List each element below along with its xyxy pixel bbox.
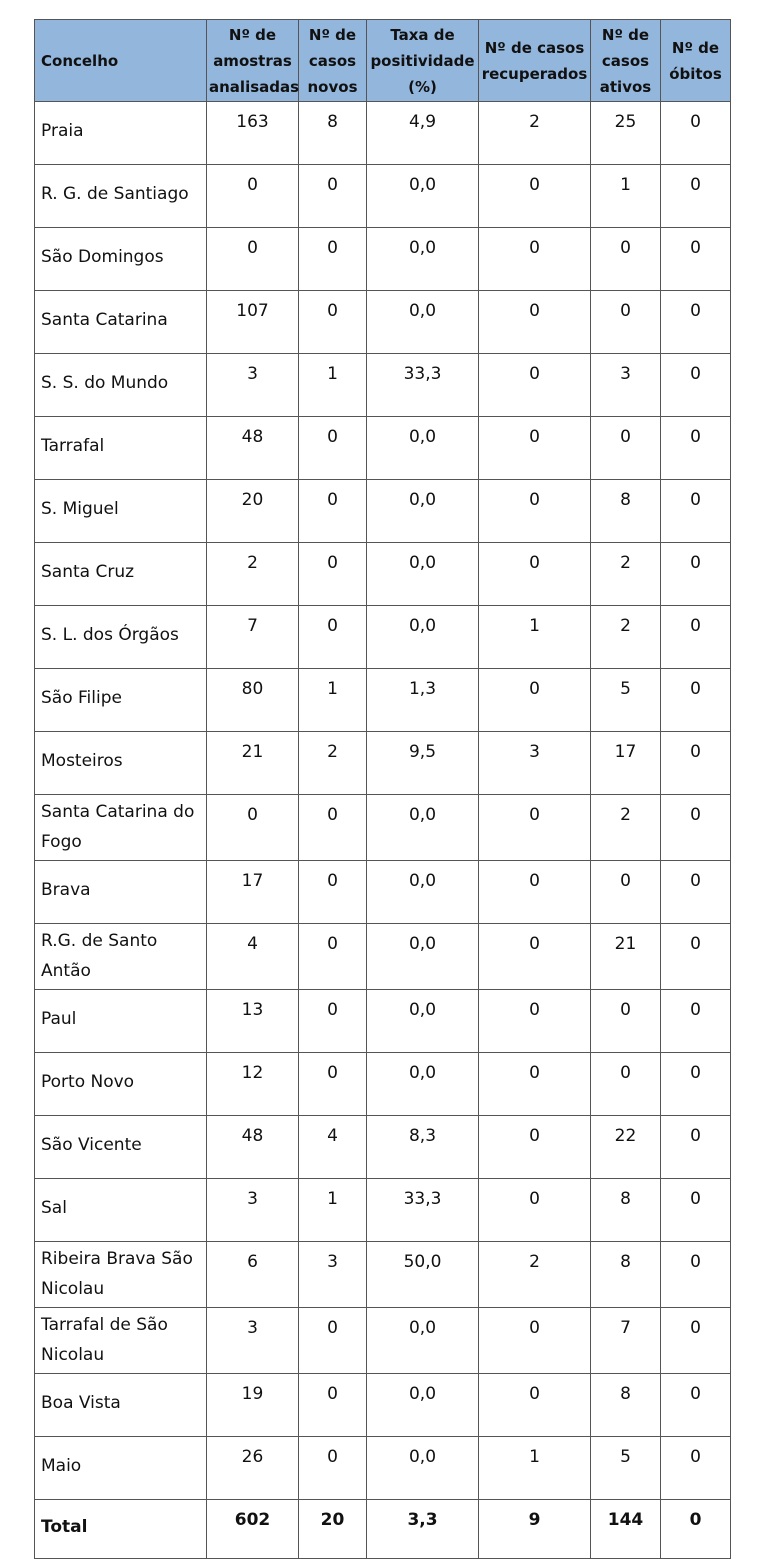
table-row [35, 606, 731, 669]
cell-value: 0 [299, 417, 367, 480]
table-row [35, 732, 731, 795]
cell-value: 7 [591, 1308, 661, 1374]
total-row [35, 1500, 731, 1559]
table-row [35, 861, 731, 924]
cell-value: 0 [479, 228, 591, 291]
cell-value: 48 [207, 417, 299, 480]
cell-concelho: Paul [35, 990, 207, 1053]
cell-concelho: Sal [35, 1179, 207, 1242]
cell-value: 0,0 [367, 165, 479, 228]
cell-value: 0 [661, 1179, 731, 1242]
cell-value: 8 [591, 1179, 661, 1242]
cell-value: 17 [207, 861, 299, 924]
cell-concelho: Maio [35, 1437, 207, 1500]
cell-concelho: S. S. do Mundo [35, 354, 207, 417]
cell-value: 6 [207, 1242, 299, 1308]
cell-value: 107 [207, 291, 299, 354]
cell-concelho: S. Miguel [35, 480, 207, 543]
cell-value: 0 [591, 417, 661, 480]
total-value: 602 [207, 1500, 299, 1559]
total-value: 9 [479, 1500, 591, 1559]
cell-value: 3 [207, 1179, 299, 1242]
total-value: 144 [591, 1500, 661, 1559]
cell-value: 4 [299, 1116, 367, 1179]
cell-value: 0 [299, 795, 367, 861]
cell-concelho: Praia [35, 102, 207, 165]
table-row [35, 291, 731, 354]
cell-value: 0 [207, 228, 299, 291]
cell-value: 0 [299, 990, 367, 1053]
cell-value: 0,0 [367, 795, 479, 861]
table-row [35, 1179, 731, 1242]
cell-value: 0 [661, 924, 731, 990]
cell-value: 2 [479, 1242, 591, 1308]
cell-value: 1 [591, 165, 661, 228]
table-row [35, 795, 731, 861]
table-row [35, 354, 731, 417]
cell-value: 19 [207, 1374, 299, 1437]
cell-value: 0,0 [367, 606, 479, 669]
cell-value: 0 [479, 795, 591, 861]
cell-value: 4,9 [367, 102, 479, 165]
table-row [35, 417, 731, 480]
header-casos-ativos: Nº de casos ativos [591, 20, 661, 102]
cell-value: 0 [661, 1308, 731, 1374]
cell-value: 0 [479, 165, 591, 228]
cell-value: 0 [661, 102, 731, 165]
cell-value: 0 [479, 543, 591, 606]
cell-value: 0 [479, 291, 591, 354]
cell-value: 0 [661, 1116, 731, 1179]
cell-value: 0 [661, 606, 731, 669]
cell-value: 0,0 [367, 228, 479, 291]
cell-value: 8 [591, 1374, 661, 1437]
table-row [35, 1116, 731, 1179]
cell-value: 0,0 [367, 543, 479, 606]
cell-value: 0 [207, 795, 299, 861]
cell-value: 17 [591, 732, 661, 795]
cell-concelho: São Domingos [35, 228, 207, 291]
cell-value: 2 [207, 543, 299, 606]
header-concelho: Concelho [35, 20, 207, 102]
header-amostras: Nº de amostras analisadas [207, 20, 299, 102]
table-row [35, 1374, 731, 1437]
header-casos-recuperados: Nº de casos recuperados [479, 20, 591, 102]
cell-value: 5 [591, 669, 661, 732]
header-obitos: Nº de óbitos [661, 20, 731, 102]
cell-value: 2 [591, 795, 661, 861]
cell-concelho: Brava [35, 861, 207, 924]
cell-value: 3 [479, 732, 591, 795]
cell-value: 21 [591, 924, 661, 990]
cell-value: 0 [479, 354, 591, 417]
cell-value: 0 [207, 165, 299, 228]
cell-value: 0 [591, 990, 661, 1053]
cell-value: 1 [299, 1179, 367, 1242]
cell-value: 0 [299, 924, 367, 990]
cell-value: 163 [207, 102, 299, 165]
cell-value: 0 [479, 417, 591, 480]
cell-value: 0 [299, 1437, 367, 1500]
cell-value: 0,0 [367, 291, 479, 354]
cell-value: 8 [299, 102, 367, 165]
cell-value: 0 [479, 1053, 591, 1116]
table-row [35, 165, 731, 228]
cell-value: 80 [207, 669, 299, 732]
cell-concelho: São Vicente [35, 1116, 207, 1179]
cell-value: 7 [207, 606, 299, 669]
cell-value: 2 [591, 543, 661, 606]
cell-concelho: R. G. de Santiago [35, 165, 207, 228]
cell-value: 0 [661, 543, 731, 606]
cell-concelho: São Filipe [35, 669, 207, 732]
cell-concelho: Tarrafal [35, 417, 207, 480]
cell-value: 0 [661, 1053, 731, 1116]
cell-value: 1 [479, 1437, 591, 1500]
cell-value: 13 [207, 990, 299, 1053]
cell-value: 0 [299, 861, 367, 924]
cell-value: 0 [299, 1308, 367, 1374]
cell-concelho: Santa Catarina [35, 291, 207, 354]
cell-concelho: Santa Catarina do Fogo [35, 795, 207, 861]
cell-value: 0 [591, 1053, 661, 1116]
covid-cases-table [34, 19, 731, 1559]
cell-value: 22 [591, 1116, 661, 1179]
cell-value: 0,0 [367, 417, 479, 480]
cell-value: 0,0 [367, 1308, 479, 1374]
cell-value: 0 [661, 1437, 731, 1500]
cell-concelho: Tarrafal de São Nicolau [35, 1308, 207, 1374]
cell-value: 33,3 [367, 354, 479, 417]
cell-concelho: Ribeira Brava São Nicolau [35, 1242, 207, 1308]
cell-value: 0 [661, 480, 731, 543]
cell-value: 0 [661, 291, 731, 354]
cell-value: 0 [661, 669, 731, 732]
cell-value: 0 [661, 228, 731, 291]
cell-value: 0,0 [367, 990, 479, 1053]
cell-value: 0 [591, 291, 661, 354]
cell-value: 0 [661, 165, 731, 228]
cell-value: 0 [299, 543, 367, 606]
cell-value: 0 [661, 861, 731, 924]
cell-value: 8 [591, 480, 661, 543]
table-row [35, 1437, 731, 1500]
cell-concelho: Mosteiros [35, 732, 207, 795]
table-body [35, 102, 731, 1559]
cell-value: 33,3 [367, 1179, 479, 1242]
cell-value: 0 [299, 165, 367, 228]
cell-value: 26 [207, 1437, 299, 1500]
cell-value: 0 [479, 1374, 591, 1437]
cell-value: 1 [299, 669, 367, 732]
cell-value: 0 [479, 1179, 591, 1242]
cell-value: 0 [299, 1053, 367, 1116]
total-value: 0 [661, 1500, 731, 1559]
table-row [35, 990, 731, 1053]
cell-concelho: Santa Cruz [35, 543, 207, 606]
table-row [35, 1308, 731, 1374]
total-label: Total [35, 1500, 207, 1559]
cell-value: 25 [591, 102, 661, 165]
cell-value: 0,0 [367, 1437, 479, 1500]
header-taxa-positividade: Taxa de positividade (%) [367, 20, 479, 102]
cell-value: 9,5 [367, 732, 479, 795]
cell-value: 0 [661, 990, 731, 1053]
table-row [35, 102, 731, 165]
cell-value: 0 [299, 480, 367, 543]
cell-value: 3 [591, 354, 661, 417]
cell-value: 3 [207, 354, 299, 417]
cell-value: 0 [299, 1374, 367, 1437]
cell-value: 0 [591, 228, 661, 291]
cell-concelho: S. L. dos Órgãos [35, 606, 207, 669]
table-row [35, 228, 731, 291]
cell-value: 0 [479, 1308, 591, 1374]
total-value: 20 [299, 1500, 367, 1559]
cell-value: 0,0 [367, 861, 479, 924]
cell-value: 0 [479, 1116, 591, 1179]
header-row [35, 20, 731, 102]
cell-concelho: Porto Novo [35, 1053, 207, 1116]
cell-value: 0 [479, 861, 591, 924]
cell-value: 0 [299, 228, 367, 291]
cell-value: 0 [299, 606, 367, 669]
cell-value: 48 [207, 1116, 299, 1179]
cell-value: 5 [591, 1437, 661, 1500]
cell-value: 0 [661, 795, 731, 861]
cell-value: 2 [591, 606, 661, 669]
cell-value: 50,0 [367, 1242, 479, 1308]
cell-value: 0,0 [367, 480, 479, 543]
cell-value: 3 [299, 1242, 367, 1308]
cell-concelho: Boa Vista [35, 1374, 207, 1437]
table-row [35, 669, 731, 732]
cell-value: 0 [479, 480, 591, 543]
table-row [35, 480, 731, 543]
cell-value: 21 [207, 732, 299, 795]
cell-value: 0 [661, 417, 731, 480]
cell-value: 8 [591, 1242, 661, 1308]
table-row [35, 543, 731, 606]
cell-value: 0 [479, 990, 591, 1053]
cell-value: 0 [479, 669, 591, 732]
header-casos-novos: Nº de casos novos [299, 20, 367, 102]
cell-value: 1,3 [367, 669, 479, 732]
cell-value: 8,3 [367, 1116, 479, 1179]
table-row [35, 1053, 731, 1116]
cell-value: 0 [661, 732, 731, 795]
cell-value: 2 [299, 732, 367, 795]
cell-value: 20 [207, 480, 299, 543]
cell-value: 1 [299, 354, 367, 417]
cell-value: 0 [661, 1374, 731, 1437]
total-value: 3,3 [367, 1500, 479, 1559]
cell-value: 0,0 [367, 1053, 479, 1116]
cell-value: 0 [661, 1242, 731, 1308]
cell-value: 0 [479, 924, 591, 990]
cell-value: 0 [661, 354, 731, 417]
cell-value: 0 [299, 291, 367, 354]
cell-value: 0,0 [367, 924, 479, 990]
cell-value: 0,0 [367, 1374, 479, 1437]
cell-value: 0 [591, 861, 661, 924]
cell-value: 4 [207, 924, 299, 990]
table-row [35, 1242, 731, 1308]
cell-value: 12 [207, 1053, 299, 1116]
cell-value: 2 [479, 102, 591, 165]
table-row [35, 924, 731, 990]
cell-value: 3 [207, 1308, 299, 1374]
cell-value: 1 [479, 606, 591, 669]
cell-concelho: R.G. de Santo Antão [35, 924, 207, 990]
